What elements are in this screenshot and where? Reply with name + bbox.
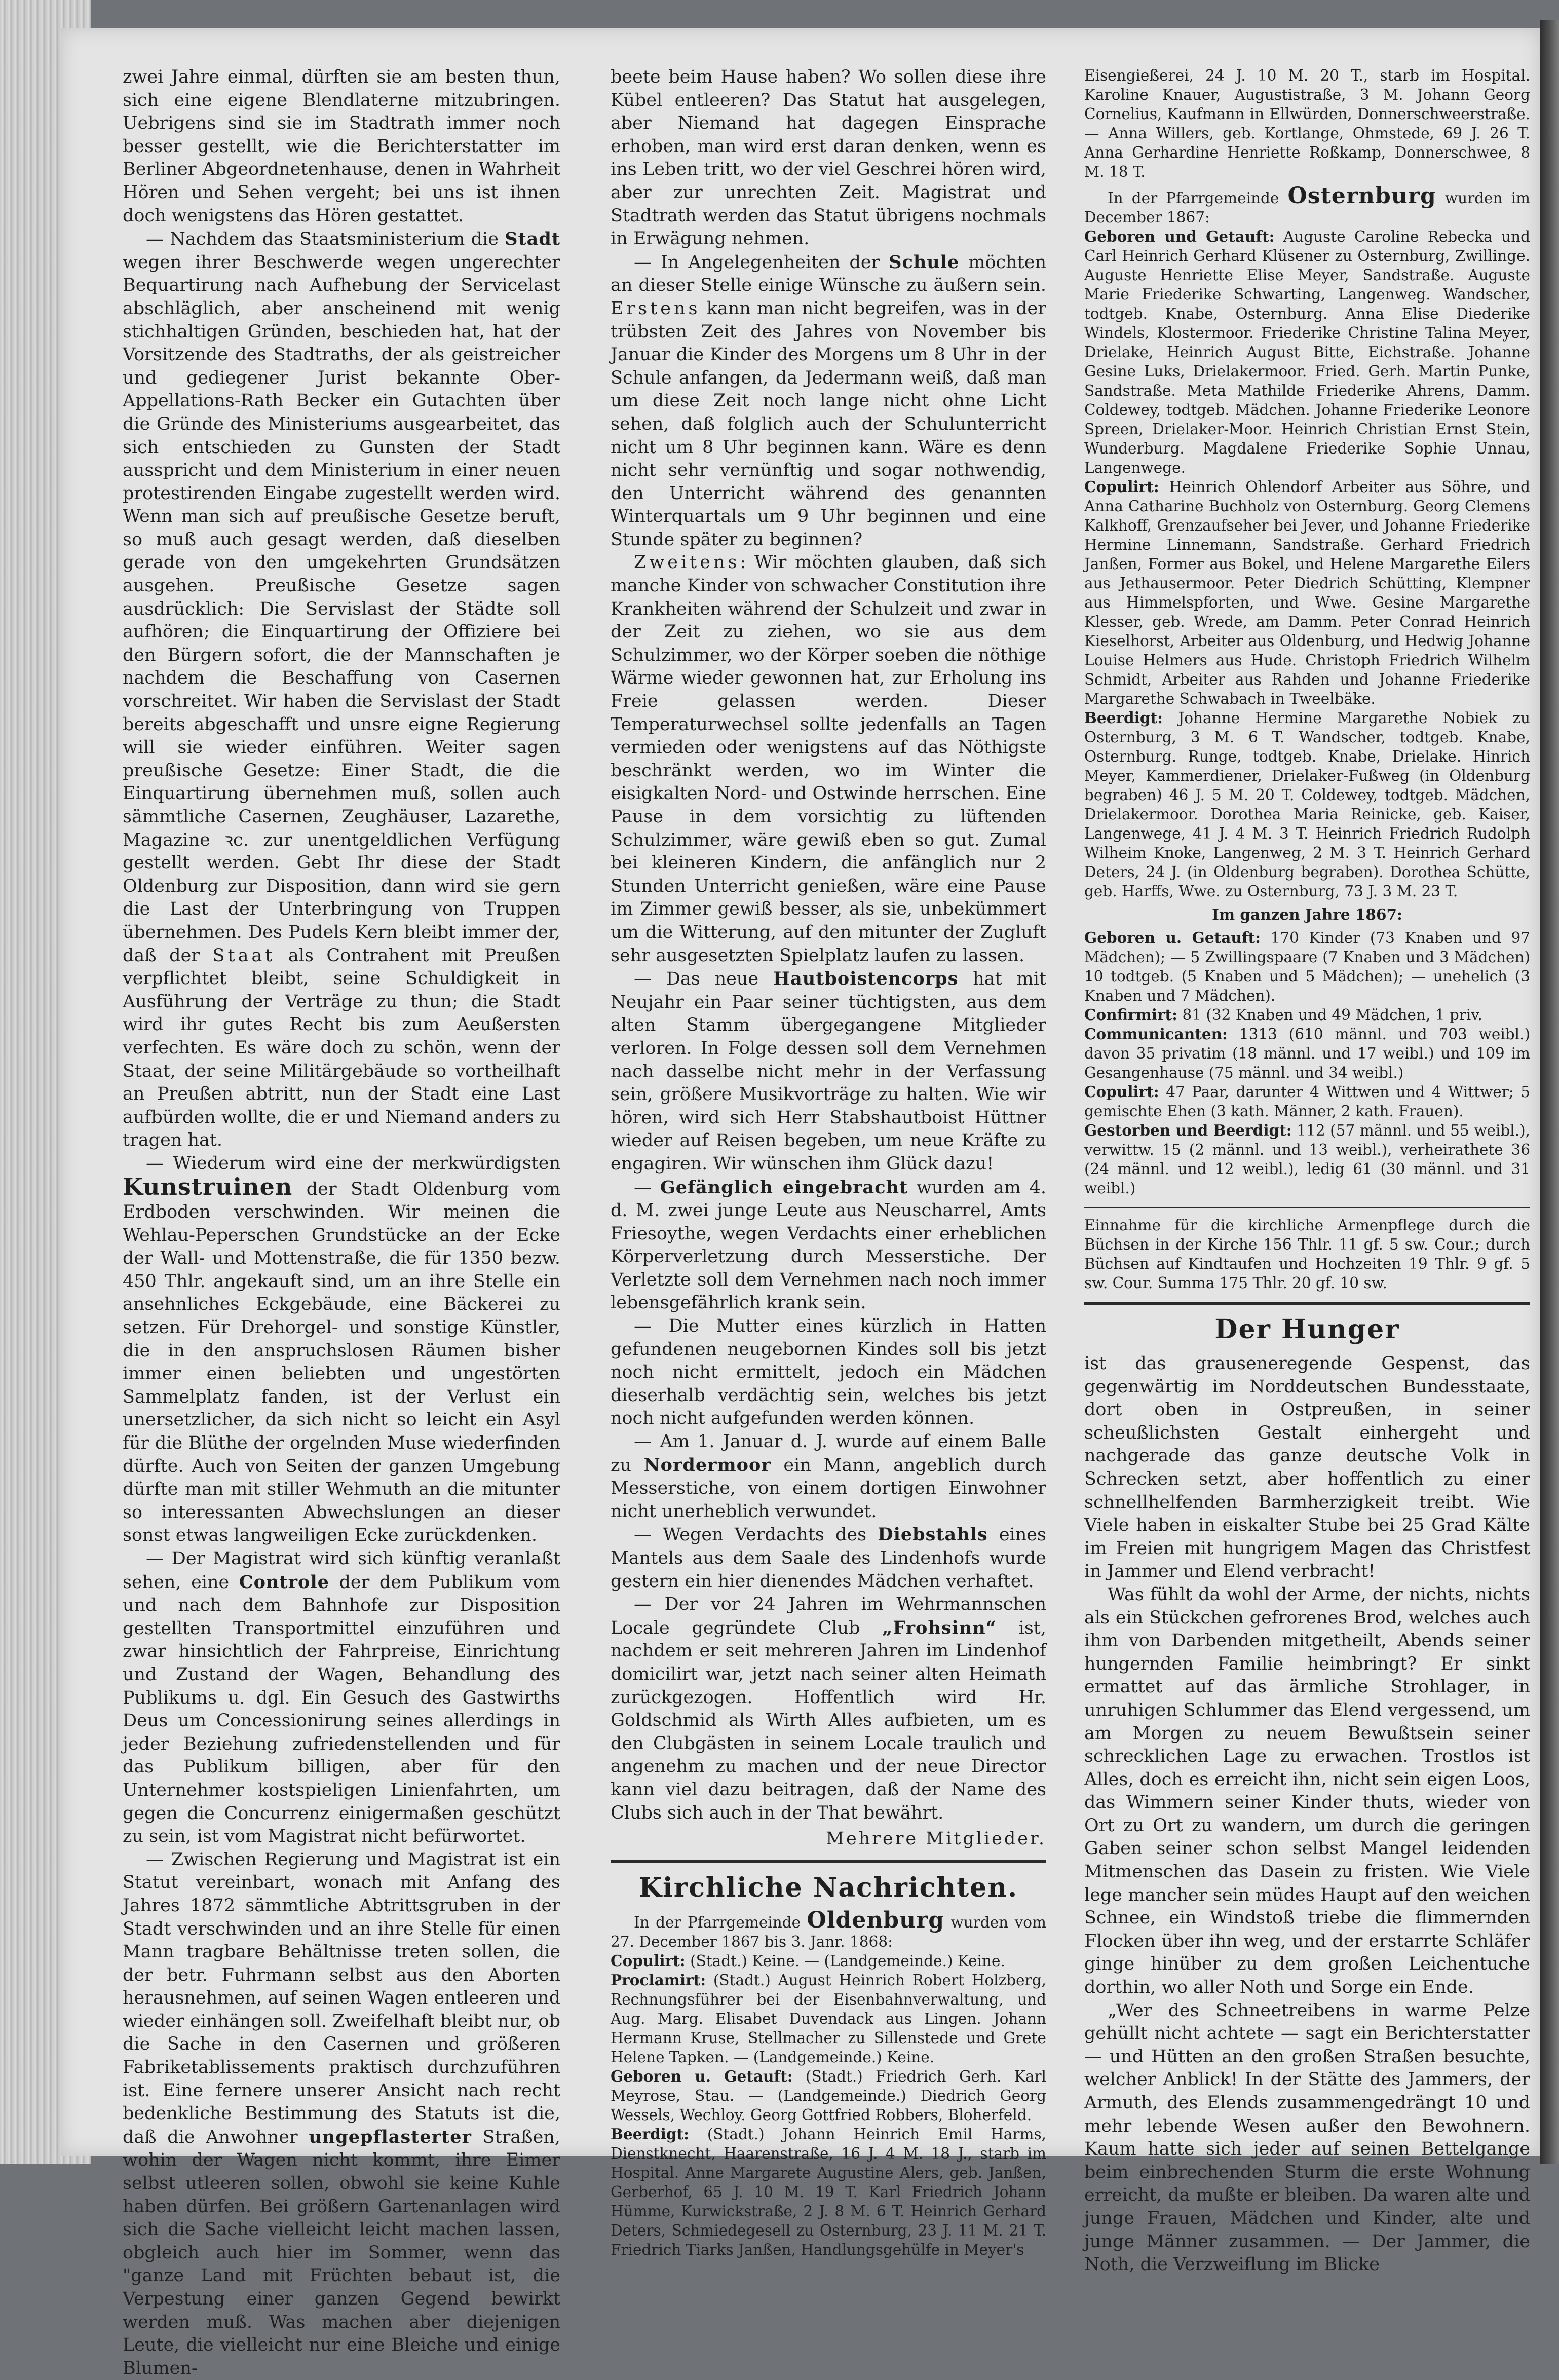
place-oldenburg: Oldenburg	[807, 1907, 945, 1933]
article-nordermoor: — Am 1. Januar d. J. wurde auf einem Balle zu Nordermoor ein Mann, angeblich durch Messerstiche, von einem dortigen Einwohner nicht unerheblich verwundet.	[611, 1431, 1046, 1522]
entry-copulirt: Copulirt: (Stadt.) Keine. — (Landgemeinde.) Keine.	[611, 1951, 1005, 1970]
article-paragraph: beete beim Hause haben? Wo sollen diese ihre Kübel entleeren? Das Statut hat ausgelegen, aber Niemand hat dagegen Einsprache erhoben, man wird erst daran denken, wenn es ins Leben tritt, wo der viel Geschrei hören wird, aber zur unrechten Zeit. Magistrat und Stadtrath werden das Statut übrigens nochmals in Erwägung nehmen.	[611, 67, 1046, 249]
entry-beerdigt-continued: Eisengießerei, 24 J. 10 M. 20 T., starb im Hospital. Karoline Knauer, Augustistraße, 3 M. Johann Georg Cornelius, Kaufmann in Ellwürden, Donnerschweerstraße. — Anna Willers, geb. Kortlange, Ohmstede, 69 J. 26 T. Anna Gerhardine Henriette Roßkamp, Donnerschwee, 8 M. 18 T.	[1084, 67, 1530, 180]
entry-osternburg-copulirt: Copulirt: Heinrich Ohlendorf Arbeiter aus Söhre, und Anna Catharine Buchholz von Osternburg. Georg Clemens Kalkhoff, Grenzaufseher bei Jever, und Johanne Friederike Hermine Linnemann, Sandstraße. Gerhard Friedrich Janßen, Former aus Bokel, und Helene Margarethe Eilers aus Jethausermoor. Peter Diedrich Schütting, Klempner aus Himmelspforten, und Wwe. Gesine Margarethe Klesser, geb. Wrede, am Damm. Peter Conrad Heinrich Kieselhorst, Arbeiter aus Oldenburg, und Hedwig Johanne Louise Helmers aus Hude. Christoph Friedrich Wilhelm Schmidt, Arbeiter aus Rahden und Johanne Friederike Margarethe Schwabach in Tweelbäke.	[1084, 478, 1530, 707]
binding-shadow	[1540, 20, 1559, 2164]
hunger-paragraph-1: ist das grauseneregende Gespenst, das gegenwärtig im Norddeutschen Bundesstaate, dort oben in Ostpreußen, in seiner scheußlichsten Gestalt einhergeht und nachgerade das ganze deutsche Volk in Schrecken setzt, aber hoffentlich zu einer schnellhelfenden Barmherzigkeit treibt. Wie Viele haben in eiskalter Stube bei 25 Grad Kälte im Freien mit hungrigem Magen das Christfest in Jammer und Elend verbracht!	[1084, 1353, 1530, 1582]
keyword-frohsinn: „Frohsinn“	[882, 1617, 997, 1638]
keyword-stadt: Stadt	[505, 229, 560, 250]
note-divider	[1084, 1207, 1530, 1208]
keyword-gefaenglich: Gefänglich eingebracht	[660, 1177, 908, 1198]
column-1	[123, 66, 560, 2380]
entry-beerdigt: Beerdigt: (Stadt.) Johann Heinrich Emil Harms, Dienstknecht, Haarenstraße, 16 J. 4 M. 18 J., starb im Hospital. Anne Margarete Augustine Alers, geb. Janßen, Gerberhof, 65 J. 10 M. 19 T. Karl Friedrich Johann Hümme, Kurwickstraße, 2 J. 8 M. 6 T. Heinrich Gerhard Deters, Schmiedegesell zu Osternburg, 23 J. 11 M. 21 T. Friedrich Tiarks Janßen, Handlungsgehülfe in Meyer's	[611, 2125, 1046, 2258]
entry-osternburg-geboren: Geboren und Getauft: Auguste Caroline Rebecka und Carl Heinrich Gerhard Klüsener zu Osternburg, Zwillinge. Auguste Henriette Elise Meyer, Sandstraße. Auguste Marie Friederike Schwarting, Langenweg. Wandscher, todtgeb. Knabe, Osternburg. Anna Elise Diederike Windels, Klostermoor. Friederike Christine Talina Meyer, Drielake, Heinrich August Bitte, Eichstraße. Johanne Gesine Luks, Drielakermoor. Fried. Gerh. Martin Punke, Sandstraße. Meta Mathilde Friederike Ahrens, Damm. Coldewey, todtgeb. Mädchen. Johanne Friederike Leonore Spreen, Drielaker-Moor. Heinrich Christian Ernst Stein, Wunderburg. Magdalene Friederike Sophie Unnau, Langenwege.	[1084, 228, 1530, 476]
year-copulirt: Copulirt: 47 Paar, darunter 4 Wittwen und 4 Wittwer; 5 gemischte Ehen (3 kath. Männer, 2 kath. Frauen).	[1084, 1083, 1530, 1120]
entry-geboren: Geboren u. Getauft: (Stadt.) Friedrich Gerh. Karl Meyrose, Stau. — (Landgemeinde.) Diedrich Georg Wessels, Wechloy. Georg Gottfried Robbers, Bloherfeld.	[611, 2067, 1046, 2124]
article-zweitens: Zweitens: Wir möchten glauben, daß sich manche Kinder von schwacher Constitution ihre Krankheiten während der Schulzeit und zwar in der Zeit zu ziehen, wo sie aus dem Schulzimmer, wo der Körper soeben die nöthige Wärme wieder gewonnen hat, zur Erholung ins Freie gelassen werden. Dieser Temperaturwechsel sollte jedenfalls an Tagen vermieden oder wenigstens auf das Nöthigste beschränkt werden, wo im Winter die eisigkalten Nord- und Ostwinde herrschen. Eine Pause in dem vorsichtig zu lüftenden Schulzimmer, wäre gewiß eben so gut. Zumal bei kleineren Kindern, die anfänglich nur 2 Stunden Unterricht genießen, wäre eine Pause im Zimmer gewiß besser, als sie, unbekümmert um die Witterung, auf den mitunter der Zugluft sehr ausgesetzten Spielplatz laufen zu lassen.	[611, 552, 1046, 966]
signature: Mehrere Mitglieder.	[826, 1829, 1046, 1849]
entry-osternburg-beerdigt: Beerdigt: Johanne Hermine Margarethe Nobiek zu Osternburg, 3 M. 6 T. Wandscher, todtgeb. Knabe, Osternburg. Runge, todtgeb. Knabe, Drielake. Hinrich Meyer, Kammerdiener, Drielaker-Fußweg (in Oldenburg begraben) 46 J. 5 M. 20 T. Coldewey, todtgeb. Mädchen, Drielakermoor. Dorothea Maria Reinicke, geb. Kaiser, Langenwege, 41 J. 4 M. 3 T. Heinrich Friedrich Rudolph Wilheim Knoke, Langenweg, 2 M. 3 T. Heinrich Gerhard Deters, 24 J. (in Oldenburg begraben). Dorothea Schütte, geb. Harffs, Wwe. zu Osternburg, 73 J. 3 M. 23 T.	[1084, 709, 1530, 900]
article-diebstahl: — Wegen Verdachts des Diebstahls eines Mantels aus dem Saale des Lindenhofs wurde gestern ein hier dienendes Mädchen verhaftet.	[611, 1524, 1046, 1592]
armenpflege-note: Einnahme für die kirchliche Armenpflege durch die Büchsen in der Kirche 156 Thlr. 11 gf. 5 sw. Cour.; durch Büchsen auf Kindtaufen und Hochzeiten 19 Thlr. 9 gf. 5 sw. Cour. Summa 175 Thlr. 20 gf. 10 sw.	[1084, 1217, 1530, 1292]
entry-proclamirt: Proclamirt: (Stadt.) August Heinrich Robert Holzberg, Rechnungsführer bei der Eisenbahnverwaltung, und Aug. Marg. Elisabet Duvendack aus Lingen. Johann Hermann Kruse, Stellmacher zu Sillenstede und Grete Helene Tapken. — (Landgemeinde.) Keine.	[611, 1971, 1046, 2066]
year-gestorben: Gestorben und Beerdigt: 112 (57 männl. und 55 weibl.), verwittw. 15 (2 männl. und 13 weibl.), verheirathete 36 (24 männl. und 12 weibl.), ledig 61 (30 männl. und 31 weibl.)	[1084, 1121, 1530, 1197]
column-2	[611, 66, 1046, 2259]
article-statut: — Zwischen Regierung und Magistrat ist ein Statut vereinbart, wonach mit Anfang des Jahres 1872 sämmtliche Abtrittsgruben in der Stadt verschwinden und an ihre Stelle für einen Mann tragbare Behältnisse treten sollen, die der betr. Fuhrmann selbst aus den Aborten herausnehmen, auf seinen Wagen entleeren und wieder einhängen soll. Zweifelhaft bleibt nur, ob die Sache in den Casernen und größeren Fabriketablissements praktisch durchzuführen ist. Eine fernere unserer Ansicht nach recht bedenkliche Bestimmung des Statuts ist die, daß die Anwohner ungepflasterter Straßen, wohin der Wagen nicht kommt, ihre Eimer selbst utleeren sollen, obwohl sie keine Kuhle haben dürfen. Bei größern Gartenanlagen wird sich die Sache vielleicht leicht machen lassen, obgleich auch hier im Sommer, wenn das "ganze Land mit Früchten bebaut ist, die Verpestung einer ganzen Gegend bewirkt werden muß. Was machen aber diejenigen Leute, die vielleicht nur eine Bleiche und einige Blumen-	[123, 1849, 560, 2378]
keyword-controle: Controle	[239, 1571, 329, 1593]
section-title-kirchliche: Kirchliche Nachrichten.	[638, 1872, 1018, 1903]
keyword-hautboistencorps: Hautboistencorps	[773, 968, 959, 990]
article-kunstruinen: — Wiederum wird eine der merkwürdigsten Kunstruinen der Stadt Oldenburg vom Erdboden verschwinden. Wir meinen die Wehlau-Peperschen Grundstücke an der Ecke der Wall- und Mottenstraße, die für 1350 bezw. 450 Thlr. angekauft sind, um an ihre Stelle ein ansehnliches Eckgebäude, eine Bäckerei zu setzen. Für Drehorgel- und sonstige Künstler, die in den anspruchslosen Räumen bisher immer einen beliebten und ungestörten Sammelplatz fanden, ist der Verlust ein unersetzlicher, da sich nicht so leicht ein Asyl für die Blüthe der orgelnden Muse wiederfinden dürfte. Auch von Seiten der ganzen Umgebung dürfte man mit stiller Wehmuth an die mitunter so interessanten Abwechslungen an dieser sonst etwas langweiligen Ecke zurückdenken.	[123, 1153, 560, 1546]
year-heading: Im ganzen Jahre 1867:	[1212, 905, 1402, 923]
church-news-continued: Eisengießerei, 24 J. 10 M. 20 T., starb im Hospital. Karoline Knauer, Augustistraße, 3 M. Johann Georg Cornelius, Kaufmann in Ellwürden, Donnerschweerstraße. — Anna Willers, geb. Kortlange, Ohmstede, 69 J. 26 T. Anna Gerhardine Henriette Roßkamp, Donnerschwee, 8 M. 18 T. In der Pfarrgemeinde Osternburg wurden im December 1867: Geboren und Getauft: Auguste Caroline Rebecka und Carl Heinrich Gerhard Klüsener zu Osternburg, Zwillinge. Auguste Henriette Elise Meyer, Sandstraße. Auguste Marie Friederike Schwarting, Langenweg. Wandscher, todtgeb. Knabe, Osternburg. Anna Elise Diederike Windels, Klostermoor. Friederike Christine Talina Meyer, Drielake, Heinrich August Bitte, Eichstraße. Johanne Gesine Luks, Drielakermoor. Fried. Gerh. Martin Punke, Sandstraße. Meta Mathilde Friederike Ahrens, Damm. Coldewey, todtgeb. Mädchen. Johanne Friederike Leonore Spreen, Drielaker-Moor. Heinrich Christian Ernst Stein, Wunderburg. Magdalene Friederike Sophie Unnau, Langenwege. Copulirt: Heinrich Ohlendorf Arbeiter aus Söhre, und Anna Catharine Buchholz von Osternburg. Georg Clemens Kalkhoff, Grenzaufseher bei Jever, und Johanne Friederike Hermine Linnemann, Sandstraße. Gerhard Friedrich Janßen, Former aus Bokel, und Helene Margarethe Eilers aus Jethausermoor. Peter Diedrich Schütting, Klempner aus Himmelspforten, und Wwe. Gesine Margarethe Klesser, geb. Wrede, am Damm. Peter Conrad Heinrich Kieselhorst, Arbeiter aus Oldenburg, und Hedwig Johanne Louise Helmers aus Hude. Christoph Friedrich Wilhelm Schmidt, Arbeiter aus Rahden und Johanne Friederike Margarethe Schwabach in Tweelbäke. Beerdigt: Johanne Hermine Margarethe Nobiek zu Osternburg, 3 M. 6 T. Wandscher, todtgeb. Knabe, Osternburg. Runge, todtgeb. Knabe, Drielake. Hinrich Meyer, Kammerdiener, Drielaker-Fußweg (in Oldenburg begraben) 46 J. 5 M. 20 T. Coldewey, todtgeb. Mädchen, Drielakermoor. Dorothea Maria Reinicke, geb. Kaiser, Langenwege, 41 J. 4 M. 3 T. Heinrich Friedrich Rudolph Wilheim Knoke, Langenweg, 2 M. 3 T. Heinrich Gerhard Deters, 24 J. (in Oldenburg begraben). Dorothea Schütte, geb. Harffs, Wwe. zu Osternburg, 73 J. 3 M. 23 T. Im ganzen Jahre 1867: Geboren u. Getauft: 170 Kinder (73 Knaben und 97 Mädchen); — 5 Zwillingspaare (7 Knaben und 3 Mädchen) 10 todtgeb. (5 Knaben und 5 Mädchen); — unehelich (3 Knaben und 7 Mädchen). Confirmirt: 81 (32 Knaben und 49 Mädchen, 1 priv. Communicanten: 1313 (610 männl. und 703 weibl.) davon 35 privatim (18 männl. und 17 weibl.) und 109 im Gesangenhause (75 männl. und 34 weibl.) Copulirt: 47 Paar, darunter 4 Wittwen und 4 Wittwer; 5 gemischte Ehen (3 kath. Männer, 2 kath. Frauen). Gestorben und Beerdigt: 112 (57 männl. und 55 weibl.), verwittw. 15 (2 männl. und 13 weibl.), verheirathete 36 (24 männl. und 12 weibl.), ledig 61 (30 männl. und 31 weibl.)	[1084, 67, 1530, 1197]
section-divider	[1084, 1302, 1530, 1305]
article-schule: — In Angelegenheiten der Schule möchten an dieser Stelle einige Wünsche zu äußern sein. Erstens kann man nicht begreifen, was in der trübsten Zeit des Jahres von November bis Januar die Kinder des Morgens um 8 Uhr in der Schule anfangen, da Jedermann weiß, daß man um diese Zeit noch lange nicht ohne Licht sehen, daß folglich auch der Schulunterricht nicht um 8 Uhr beginnen kann. Wäre es denn nicht sehr vernünftig und sogar nothwendig, den Unterricht während des genannten Winterquartals um 9 Uhr beginnen und eine Stunde später zu beginnen?	[611, 251, 1046, 550]
article-controle: — Der Magistrat wird sich künftig veranlaßt sehen, eine Controle der dem Publikum vom und nach dem Bahnhofe zur Disposition gestellten Transportmittel einzuführen und zwar hinsichtlich der Fahrpreise, Einrichtung und Zustand der Wagen, Behandlung des Publikums u. dgl. Ein Gesuch des Gastwirths Deus um Concessionirung seines allerdings in jeder Beziehung zufriedenstellenden und für das Publikum billigen, aber für den Unternehmer kostspieligen Linienfahrten, um gegen die Concurrenz einigermaßen geschützt zu sein, ist vom Magistrat nicht befürwortet.	[123, 1548, 560, 1847]
keyword-kunstruinen: Kunstruinen	[123, 1173, 293, 1200]
church-news-oldenburg: In der Pfarrgemeinde Oldenburg wurden vom 27. December 1867 bis 3. Janr. 1868: Copulirt: (Stadt.) Keine. — (Landgemeinde.) Keine. Proclamirt: (Stadt.) August Heinrich Robert Holzberg, Rechnungsführer bei der Eisenbahnverwaltung, und Aug. Marg. Elisabet Duvendack aus Lingen. Johann Hermann Kruse, Stellmacher zu Sillenstede und Grete Helene Tapken. — (Landgemeinde.) Keine. Geboren u. Getauft: (Stadt.) Friedrich Gerh. Karl Meyrose, Stau. — (Landgemeinde.) Diedrich Georg Wessels, Wechloy. Georg Gottfried Robbers, Bloherfeld. Beerdigt: (Stadt.) Johann Heinrich Emil Harms, Dienstknecht, Haarenstraße, 16 J. 4 M. 18 J., starb im Hospital. Anne Margarete Augustine Alers, geb. Janßen, Gerberhof, 65 J. 10 M. 19 T. Karl Friedrich Johann Hümme, Kurwickstraße, 2 J. 8 M. 6 T. Heinrich Gerhard Deters, Schmiedegesell zu Osternburg, 23 J. 11 M. 21 T. Friedrich Tiarks Janßen, Handlungsgehülfe in Meyer's	[611, 1907, 1046, 2258]
article-gefaenglich: — Gefänglich eingebracht wurden am 4. d. M. zwei junge Leute aus Neuscharrel, Amts Friesoythe, wegen Verdachts einer erheblichen Körperverletzung durch Messerstiche. Der Verletzte soll dem Vernehmen nach noch immer lebensgefährlich krank sein.	[611, 1177, 1046, 1313]
keyword-diebstahls: Diebstahls	[878, 1524, 988, 1545]
year-confirmirt: Confirmirt: 81 (32 Knaben und 49 Mädchen, 1 priv.	[1084, 1006, 1482, 1024]
keyword-nordermoor: Nordermoor	[643, 1454, 771, 1476]
article-stadt: — Nachdem das Staatsministerium die Stadt wegen ihrer Beschwerde wegen ungerechter Bequartirung nach Aufhebung der Servicelast abschläglich, aber anscheinend mit wenig stichhaltigen Gründen, beschieden hat, hat der Vorsitzende des Stadtraths, der als geistreicher und gediegener Jurist bekannte Ober-Appellations-Rath Becker ein Gutachten über die Gründe des Ministeriums ausgearbeitet, das sich entschieden zu Gunsten der Stadt ausspricht und dem Ministerium in einer neuen protestirenden Eingabe zugestellt werden wird. Wenn man sich auf preußische Gesetze beruft, so muß auch gesagt werden, daß dieselben gerade von den umgekehrten Grundsätzen ausgehen. Preußische Gesetze sagen ausdrücklich: Die Servislast der Städte soll aufhören; die Einquartirung der Offiziere bei den Bürgern sofort, die der Mannschaften je nachdem die Beschaffung von Casernen vorschreitet. Wir haben die Servislast der Stadt bereits abgeschafft und unsre eigne Regierung will sie wieder einführen. Weiter sagen preußische Gesetze: Einer Stadt, die die Einquartirung übernehmen muß, sollen auch sämmtliche Casernen, Zeughäuser, Lazarethe, Magazine ꝛc. zur unentgeldlichen Verfügung gestellt werden. Gebt Ihr diese der Stadt Oldenburg zur Disposition, dann wird sie gern die Last der Unterbringung von Truppen übernehmen. Des Pudels Kern bleibt immer der, daß der Staat als Contrahent mit Preußen verpflichtet bleibt, seine Schuldigkeit in Ausführung der Verträge zu thun; die Stadt wird ihr gutes Recht bis zum Aeußersten verfechten. Es wäre doch zu schön, wenn der Staat, der seine Militärgebäude so vortheilhaft an Preußen abtritt, nun der Stadt eine Last aufbürden wollte, die er und Niemand anders zu tragen hat.	[123, 229, 560, 1151]
year-geboren: Geboren u. Getauft: 170 Kinder (73 Knaben und 97 Mädchen); — 5 Zwillingspaare (7 Knaben und 3 Mädchen) 10 todtgeb. (5 Knaben und 5 Mädchen); — unehelich (3 Knaben und 7 Mädchen).	[1084, 929, 1530, 1004]
keyword-ungepflasterter: ungepflasterter	[309, 2126, 472, 2147]
section-divider	[611, 1860, 1046, 1863]
hunger-paragraph-3: „Wer des Schneetreibens in warme Pelze gehüllt nicht achtete — sagt ein Berichterstatter — und Hütten an den großen Straßen besuchte, welcher Anblick! In der Stätte des Jammers, der Armuth, des Elends zusammengedrängt 10 und mehr lebende Wesen außer den Bewohnern. Kaum hatte sich jeder auf seinen Bettelgange beim einbrechenden Sturm die erste Wohnung erreicht, da mußte er bleiben. Da waren alte und junge Frauen, Mädchen und Kinder, alte und junge Männer zusammen. — Der Jammer, die Noth, die Verzweiflung im Blicke	[1084, 2000, 1530, 2275]
article-paragraph: zwei Jahre einmal, dürften sie am besten thun, sich eine eigene Blendlaterne mitzubringen. Uebrigens sind sie im Stadtrath immer noch besser gestellt, wie die Berichterstatter im Berliner Abgeordnetenhause, denen in Wahrheit Hören und Sehen vergeht; bei uns ist ihnen doch wenigstens das Hören gestattet.	[123, 67, 560, 226]
column-3	[1084, 66, 1530, 2277]
year-communicanten: Communicanten: 1313 (610 männl. und 703 weibl.) davon 35 privatim (18 männl. und 17 weibl.) und 109 im Gesangenhause (75 männl. und 34 weibl.)	[1084, 1025, 1530, 1081]
hunger-paragraph-2: Was fühlt da wohl der Arme, der nichts, nichts als ein Stückchen gefrorenes Brod, welches auch ihm von Darbenden mitgetheilt, Abends seiner hungernden Familie heimbringt? Er sinkt ermattet auf das ärmliche Strohlager, in unruhigen Schlummer das Elend vergessend, um am Morgen zu neuem Bewußtsein seiner schrecklichen Lage zu erwachen. Trostlos ist Alles, doch es erreicht ihn, nicht sein eigen Loos, das Wimmern seiner Kinder thuts, wieder von Ort zu Ort zu wandern, um durch die geringen Gaben seiner schon selbst Mangel leidenden Mitmenschen das Dasein zu fristen. Wie Viele lege mancher sein müdes Haupt auf den weichen Schnee, ein Windstoß triebe die flimmernden Flocken über ihn weg, und der erstarrte Schläfer ginge hinüber zu dem großen Leichentuche dorthin, wo aller Noth und Sorge ein Ende.	[1084, 1584, 1530, 1998]
section-title-hunger: Der Hunger	[1214, 1314, 1400, 1345]
keyword-schule: Schule	[889, 251, 960, 273]
place-osternburg: Osternburg	[1287, 183, 1436, 209]
article-frohsinn: — Der vor 24 Jahren im Wehrmannschen Locale gegründete Club „Frohsinn“ ist, nachdem er seit mehreren Jahren im Lindenhof domicilirt war, jetzt nach seiner alten Heimath zurückgezogen. Hoffentlich wird Hr. Goldschmid als Wirth Alles aufbieten, um es den Clubgästen in seinem Locale traulich und angenehm zu machen und der neue Director kann viel dazu beitragen, daß der Name des Clubs sich auch in der That bewährt.	[611, 1594, 1046, 1823]
article-mutter: — Die Mutter eines kürzlich in Hatten gefundenen neugebornen Kindes soll bis jetzt noch nicht ermittelt, jedoch ein Mädchen dieserhalb verdächtig sein, welches bis jetzt noch nicht aufgefunden werden können.	[611, 1316, 1046, 1429]
article-hautboistencorps: — Das neue Hautboistencorps hat mit Neujahr ein Paar seiner tüchtigsten, aus dem alten Stamm übergegangene Mitglieder verloren. In Folge dessen soll dem Vernehmen nach dasselbe nicht mehr in der Verfassung sein, größere Musikvorträge zu halten. Wie wir hören, wird sich Herr Stabshautboist Hüttner wieder auf Reisen begeben, um neue Kräfte zu engagiren. Wir wünschen ihm Glück dazu!	[611, 968, 1046, 1174]
